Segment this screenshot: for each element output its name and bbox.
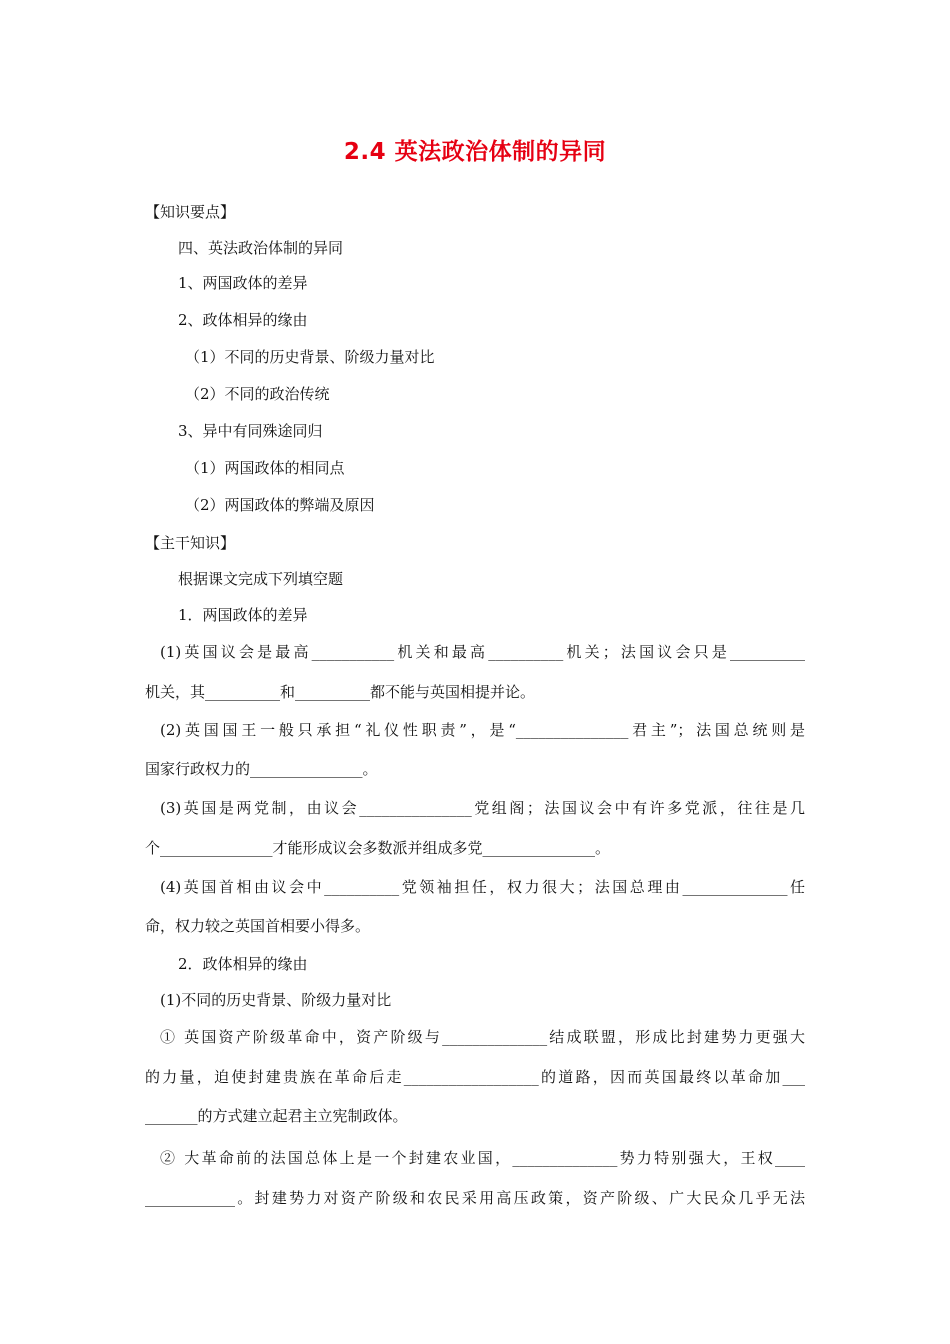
fill-in-line: ____________。封建势力对资产阶级和农民采用高压政策，资产阶级、广大民众几乎无法	[145, 1189, 805, 1207]
outline-item: （2）不同的政治传统	[185, 385, 330, 403]
fill-in-line: (1)英国议会是最高___________机关和最高__________机关；法国议会只是__________	[160, 643, 805, 661]
outline-item: 1、两国政体的差异	[178, 274, 308, 292]
fill-in-line: (4)英国首相由议会中__________党领袖担任，权力很大；法国总理由______________任	[160, 878, 805, 896]
subheading: (1)不同的历史背景、阶级力量对比	[160, 991, 392, 1009]
subheading: 1．两国政体的差异	[178, 606, 308, 624]
fill-in-line: (2)英国国王一般只承担“礼仪性职责”，是“_______________君主”；法国总统则是	[160, 721, 805, 739]
fill-in-line: ② 大革命前的法国总体上是一个封建农业国，______________势力特别强大，王权____	[160, 1149, 805, 1167]
outline-item: （1）两国政体的相同点	[185, 459, 345, 477]
page-title: 2.4 英法政治体制的异同	[343, 139, 607, 165]
outline-item: 3、异中有同殊途同归	[178, 422, 323, 440]
fill-in-line: 的力量，迫使封建贵族在革命后走__________________的道路，因而英国最终以革命加___	[145, 1068, 805, 1086]
fill-in-line: 个_______________才能形成议会多数派并组成多党_______________。	[145, 839, 611, 857]
fill-in-line: _______的方式建立起君主立宪制政体。	[145, 1107, 408, 1125]
fill-in-line: 国家行政权力的_______________。	[145, 760, 378, 778]
outline-item: （1）不同的历史背景、阶级力量对比	[185, 348, 435, 366]
fill-in-line: 机关，其__________和__________都不能与英国相提并论。	[145, 683, 536, 701]
fill-in-line: (3)英国是两党制，由议会_______________党组阁；法国议会中有许多党派，往往是几	[160, 799, 805, 817]
outline-item: （2）两国政体的弊端及原因	[185, 496, 375, 514]
instruction-text: 根据课文完成下列填空题	[178, 570, 344, 588]
fill-in-line: ① 英国资产阶级革命中，资产阶级与______________结成联盟，形成比封建势力更强大	[160, 1028, 805, 1046]
outline-item: 2、政体相异的缘由	[178, 311, 308, 329]
section-heading-knowledge-points: 【知识要点】	[145, 203, 236, 221]
section-heading-main-knowledge: 【主干知识】	[145, 534, 236, 552]
outline-item: 四、英法政治体制的异同	[178, 239, 344, 257]
subheading: 2．政体相异的缘由	[178, 955, 308, 973]
fill-in-line: 命，权力较之英国首相要小得多。	[145, 917, 371, 935]
